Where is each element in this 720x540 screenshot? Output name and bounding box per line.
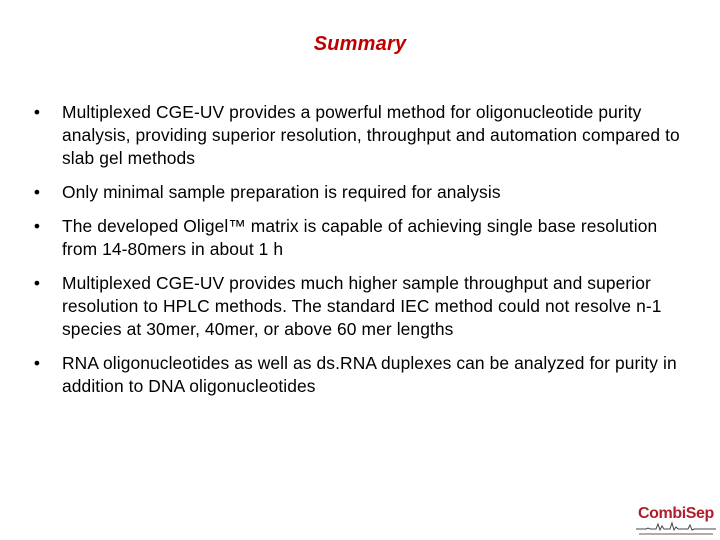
bullet-item — [30, 181, 690, 204]
bullet-dot-icon: • — [33, 182, 41, 202]
bullet-list — [30, 101, 690, 409]
bullet-item — [30, 215, 690, 261]
logo-tagline — [639, 533, 713, 535]
bullet-text: Multiplexed CGE-UV provides a powerful method for oligonucleotide purity analysis, providing superior resolution, throughput and automation compared to slab gel methods — [62, 102, 680, 168]
electropherogram-wave-icon — [636, 520, 716, 532]
bullet-dot-icon: • — [33, 216, 41, 236]
bullet-text: Only minimal sample preparation is required for analysis — [62, 182, 501, 202]
bullet-text: Multiplexed CGE-UV provides much higher sample throughput and superior resolution to HPLC methods. The standard IEC method could not resolve n-1 species at 30mer, 40mer, or above 60 mer lengths — [62, 273, 662, 339]
combisep-logo — [636, 505, 716, 537]
bullet-item — [30, 352, 690, 398]
bullet-item — [30, 272, 690, 341]
bullet-text: RNA oligonucleotides as well as ds.RNA duplexes can be analyzed for purity in addition to DNA oligonucleotides — [62, 353, 677, 396]
logo-text: CombiSep — [638, 505, 714, 522]
slide-title: Summary — [313, 33, 407, 55]
bullet-dot-icon: • — [33, 102, 41, 122]
bullet-item — [30, 101, 690, 170]
bullet-text: The developed Oligel™ matrix is capable of achieving single base resolution from 14-80mers in about 1 h — [62, 216, 658, 259]
bullet-dot-icon: • — [33, 353, 41, 373]
bullet-dot-icon: • — [33, 273, 41, 293]
